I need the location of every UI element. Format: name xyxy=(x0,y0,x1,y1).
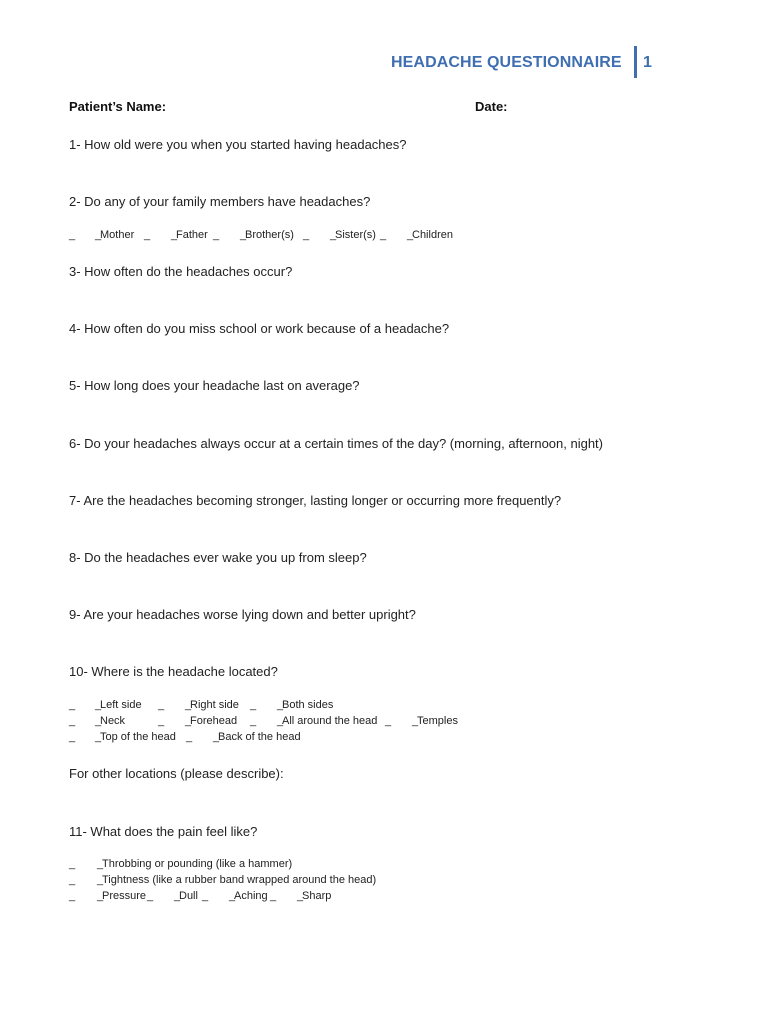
location-option-top-of-head: Top of the head xyxy=(100,731,176,743)
location-option-back-of-head: Back of the head xyxy=(218,731,301,743)
blank-marker: _ xyxy=(213,731,220,743)
blank-marker: _ xyxy=(186,731,193,743)
family-option-children: Children xyxy=(412,229,453,241)
question-6: 6- Do your headaches always occur at a certain times of the day? (morning, afternoon, night) xyxy=(69,436,604,451)
blank-marker: _ xyxy=(144,229,151,241)
question-2: 2- Do any of your family members have headaches? xyxy=(69,194,371,209)
blank-marker: _ xyxy=(277,715,284,727)
blank-marker: _ xyxy=(69,874,76,886)
blank-marker: _ xyxy=(97,890,104,902)
location-option-right-side: Right side xyxy=(190,699,239,711)
blank-marker: _ xyxy=(158,715,165,727)
blank-marker: _ xyxy=(297,890,304,902)
blank-marker: _ xyxy=(229,890,236,902)
location-option-temples: Temples xyxy=(417,715,458,727)
blank-marker: _ xyxy=(95,731,102,743)
location-option-both-sides: Both sides xyxy=(282,699,334,711)
blank-marker: _ xyxy=(95,699,102,711)
family-option-brothers: Brother(s) xyxy=(245,229,294,241)
blank-marker: _ xyxy=(69,699,76,711)
blank-marker: _ xyxy=(97,874,104,886)
blank-marker: _ xyxy=(385,715,392,727)
blank-marker: _ xyxy=(213,229,220,241)
header-divider xyxy=(634,46,637,78)
location-option-neck: Neck xyxy=(100,715,126,727)
location-option-forehead: Forehead xyxy=(190,715,238,727)
question-4: 4- How often do you miss school or work because of a headache? xyxy=(69,321,450,336)
family-option-sisters: Sister(s) xyxy=(335,229,376,241)
blank-marker: _ xyxy=(174,890,181,902)
blank-marker: _ xyxy=(250,699,257,711)
pain-option-dull: Dull xyxy=(179,890,198,902)
blank-marker: _ xyxy=(158,699,165,711)
blank-marker: _ xyxy=(69,715,76,727)
pain-option-throbbing: Throbbing or pounding (like a hammer) xyxy=(102,858,293,870)
blank-marker: _ xyxy=(202,890,209,902)
blank-marker: _ xyxy=(412,715,419,727)
pain-option-tightness: Tightness (like a rubber band wrapped around the head) xyxy=(102,874,377,886)
date-label: Date: xyxy=(475,99,508,114)
pain-option-aching: Aching xyxy=(234,890,268,902)
question-3: 3- How often do the headaches occur? xyxy=(69,264,293,279)
blank-marker: _ xyxy=(240,229,247,241)
blank-marker: _ xyxy=(270,890,277,902)
question-7: 7- Are the headaches becoming stronger, lasting longer or occurring more frequently? xyxy=(69,493,562,508)
question-10: 10- Where is the headache located? xyxy=(69,664,278,679)
question-5: 5- How long does your headache last on average? xyxy=(69,378,360,393)
blank-marker: _ xyxy=(303,229,310,241)
blank-marker: _ xyxy=(380,229,387,241)
family-option-mother: Mother xyxy=(100,229,135,241)
blank-marker: _ xyxy=(185,715,192,727)
page-number: 1 xyxy=(643,54,652,71)
location-option-left-side: Left side xyxy=(100,699,142,711)
blank-marker: _ xyxy=(330,229,337,241)
blank-marker: _ xyxy=(97,858,104,870)
question-8: 8- Do the headaches ever wake you up from sleep? xyxy=(69,550,367,565)
blank-marker: _ xyxy=(250,715,257,727)
blank-marker: _ xyxy=(69,890,76,902)
location-option-all-around: All around the head xyxy=(282,715,378,727)
blank-marker: _ xyxy=(69,731,76,743)
blank-marker: _ xyxy=(69,229,76,241)
pain-option-pressure: Pressure xyxy=(102,890,147,902)
question-1: 1- How old were you when you started having headaches? xyxy=(69,137,407,152)
blank-marker: _ xyxy=(171,229,178,241)
question-11: 11- What does the pain feel like? xyxy=(69,824,258,839)
blank-marker: _ xyxy=(277,699,284,711)
blank-marker: _ xyxy=(147,890,154,902)
other-locations-prompt: For other locations (please describe): xyxy=(69,766,284,781)
blank-marker: _ xyxy=(95,229,102,241)
blank-marker: _ xyxy=(95,715,102,727)
question-9: 9- Are your headaches worse lying down and better upright? xyxy=(69,607,416,622)
blank-marker: _ xyxy=(407,229,414,241)
blank-marker: _ xyxy=(185,699,192,711)
pain-option-sharp: Sharp xyxy=(302,890,332,902)
family-option-father: Father xyxy=(176,229,208,241)
blank-marker: _ xyxy=(69,858,76,870)
document-title: HEADACHE QUESTIONNAIRE xyxy=(391,54,622,71)
patient-name-label: Patient’s Name: xyxy=(69,99,167,114)
